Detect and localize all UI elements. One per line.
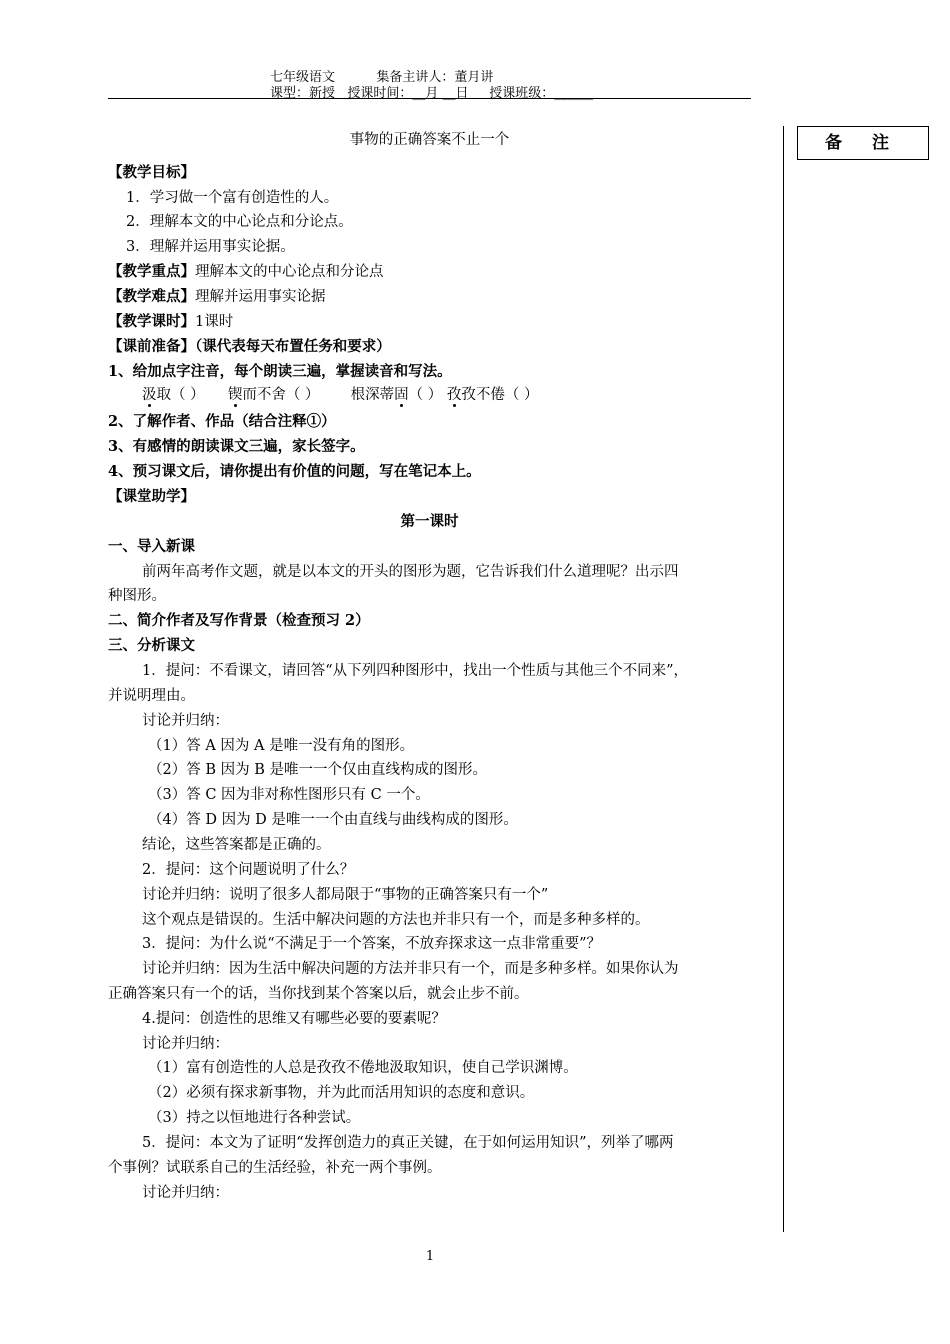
document-title: 事物的正确答案不止一个 bbox=[349, 132, 510, 148]
answer-line: 讨论并归纳：因为生活中解决问题的方法并非只有一个，而是多种多样。如果你认为 bbox=[142, 961, 679, 977]
discuss-label: 讨论并归纳： bbox=[142, 1036, 229, 1052]
section-heading: 三、分析课文 bbox=[108, 637, 195, 654]
answer-item: （3）答 C 因为非对称性图形只有 C 一个。 bbox=[148, 787, 430, 803]
difficulty bbox=[108, 285, 326, 306]
prep-item-1: 1、给加点字注音，每个朗读三遍，掌握读音和写法。 bbox=[108, 363, 452, 380]
key-point-text: 理解本文的中心论点和分论点 bbox=[195, 264, 384, 280]
question-1-cont: 并说明理由。 bbox=[108, 688, 195, 704]
question-2: 2．提问：这个问题说明了什么？ bbox=[142, 862, 355, 878]
answer-item: （2）答 B 因为 B 是唯一一个仅由直线构成的图形。 bbox=[148, 762, 487, 778]
prep-item-2: 2、了解作者、作品（结合注释①） bbox=[108, 413, 336, 430]
header-rule bbox=[108, 98, 751, 99]
header-line-2: 课型：新授 授课时间：__月 __日 授课班级：______ bbox=[270, 86, 594, 101]
difficulty-label: 【教学难点】 bbox=[108, 288, 195, 305]
question-5-cont: 个事例？试联系自己的生活经验，补充一两个事例。 bbox=[108, 1160, 442, 1176]
notes-label: 备 注 bbox=[797, 126, 929, 160]
difficulty-text: 理解并运用事实论据 bbox=[195, 289, 326, 305]
goal-item: 1．学习做一个富有创造性的人。 bbox=[126, 190, 339, 206]
goal-item: 3．理解并运用事实论据。 bbox=[126, 239, 295, 255]
key-point bbox=[108, 260, 384, 281]
prep-item-3: 3、有感情的朗读课文三遍，家长签字。 bbox=[108, 438, 365, 455]
header-line-1: 七年级语文 集备主讲人：董月讲 bbox=[270, 70, 494, 85]
hours-text: 1课时 bbox=[195, 314, 234, 330]
discuss-label: 讨论并归纳： bbox=[142, 713, 229, 729]
answer-item: （3）持之以恒地进行各种尝试。 bbox=[148, 1110, 361, 1126]
question-5: 5．提问：本文为了证明“发挥创造力的真正关键，在于如何运用知识”，列举了哪两 bbox=[142, 1135, 674, 1151]
goal-item: 2．理解本文的中心论点和分论点。 bbox=[126, 214, 353, 230]
conclusion: 结论，这些答案都是正确的。 bbox=[142, 837, 331, 853]
prep-text: （课代表每天布置任务和要求） bbox=[195, 338, 391, 355]
answer-item: （2）必须有探求新事物，并为此而活用知识的态度和意识。 bbox=[148, 1085, 535, 1101]
dotted-char: 孜 bbox=[446, 387, 462, 403]
dotted-char: 汲 bbox=[142, 387, 157, 403]
class-help-heading: 【课堂助学】 bbox=[108, 488, 195, 505]
dotted-char: 锲 bbox=[227, 387, 243, 403]
dotted-char: 固 bbox=[394, 387, 409, 403]
answer-item: （1）富有创造性的人总是孜孜不倦地汲取知识，使自己学识渊博。 bbox=[148, 1060, 578, 1076]
prep-label: 【课前准备】 bbox=[108, 338, 195, 355]
question-3: 3．提问：为什么说“不满足于一个答案，不放弃探求这一点非常重要”？ bbox=[142, 936, 602, 952]
hours-label: 【教学课时】 bbox=[108, 313, 195, 330]
section-heading: 一、导入新课 bbox=[108, 538, 195, 555]
answer-line: 正确答案只有一个的话，当你找到某个答案以后，就会止步不前。 bbox=[108, 986, 529, 1002]
key-point-label: 【教学重点】 bbox=[108, 263, 195, 280]
notes-divider bbox=[783, 126, 784, 1232]
pinyin-word: 孜不倦（ ） bbox=[461, 387, 539, 403]
pinyin-word: 而不舍（ ） bbox=[242, 387, 320, 403]
section-heading: 二、简介作者及写作背景（检查预习 2） bbox=[108, 612, 370, 629]
intro-line: 前两年高考作文题，就是以本文的开头的图形为题，它告诉我们什么道理呢？出示四 bbox=[142, 564, 679, 580]
prep-heading bbox=[108, 335, 391, 356]
answer-item: （1）答 A 因为 A 是唯一没有角的图形。 bbox=[148, 738, 415, 754]
pinyin-word: （ ） bbox=[408, 387, 443, 403]
intro-line: 种图形。 bbox=[108, 588, 166, 604]
discuss-label: 讨论并归纳： bbox=[142, 1185, 229, 1201]
answer-item: （4）答 D 因为 D 是唯一一个由直线与曲线构成的图形。 bbox=[148, 812, 518, 828]
question-1: 1．提问：不看课文，请回答“从下列四种图形中，找出一个性质与其他三个不同来”， bbox=[142, 663, 689, 679]
pinyin-word: 取（ ） bbox=[156, 387, 205, 403]
page-number: 1 bbox=[425, 1249, 435, 1264]
question-4: 4.提问：创造性的思维又有哪些必要的要素呢？ bbox=[142, 1011, 446, 1027]
pinyin-word: 根深蒂 bbox=[350, 387, 395, 403]
lesson-title: 第一课时 bbox=[400, 513, 459, 530]
answer-line: 讨论并归纳：说明了很多人都局限于“事物的正确答案只有一个” bbox=[142, 887, 549, 903]
pinyin-row bbox=[142, 383, 538, 404]
goals-heading: 【教学目标】 bbox=[108, 164, 195, 181]
answer-line: 这个观点是错误的。生活中解决问题的方法也并非只有一个，而是多种多样的。 bbox=[142, 912, 650, 928]
prep-item-4: 4、预习课文后，请你提出有价值的问题，写在笔记本上。 bbox=[108, 463, 481, 480]
class-hours bbox=[108, 310, 233, 331]
